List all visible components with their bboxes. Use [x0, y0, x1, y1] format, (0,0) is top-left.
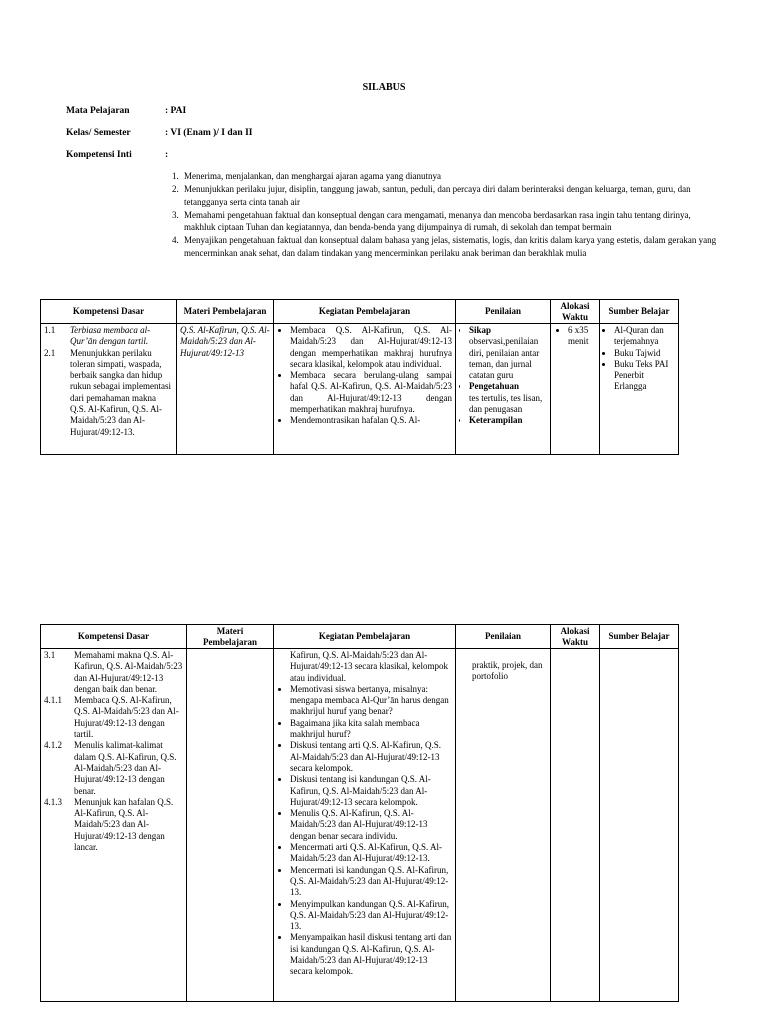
penilaian-cell	[456, 649, 551, 1002]
kegiatan-item: • Diskusi tentang arti Q.S. Al-Kafirun, Q.S. Al-Maidah/5:23 dan Al-Hujurat/49:12-13 secara kelompok.	[290, 740, 452, 774]
penilaian-item	[469, 415, 547, 426]
kegiatan-item: • Menyimpulkan kandungan Q.S. Al-Kafirun, Q.S. Al-Maidah/5:23 dan Al-Hujurat/49:12-13.	[290, 899, 452, 933]
materi-cell: Q.S. Al-Kafirun, Q.S. Al-Maidah/5:23 dan Al-Hujurat/49:12-13	[177, 324, 274, 455]
kegiatan-item: • Memotivasi siswa bertanya, misalnya: mengapa membaca Al-Qur’ān harus dengan makhrijul huruf yang benar?	[290, 684, 452, 718]
penilaian-head: Sikap	[469, 325, 492, 335]
kegiatan-continued: Kafirun, Q.S. Al-Maidah/5:23 dan Al-Hujurat/49:12-13 secara klasikal, kelompok atau individual.	[290, 650, 448, 683]
penilaian-head: Keterampilan	[469, 415, 523, 426]
kd-text: Terbiasa membaca al-Qur’ān dengan tartil.	[70, 325, 151, 347]
meta-label-kelas: Kelas/ Semester	[66, 128, 131, 138]
header-penilaian: Penilaian	[456, 300, 551, 324]
kd-text: Menulis kalimat-kalimat dalam Q.S. Al-Kafirun, Q.S. Al-Maidah/5:23 dan Al-Hujurat/49:12-13 dengan benar.	[74, 740, 177, 796]
kegiatan-item: • Mencermati isi kandungan Q.S. Al-Kafirun, Q.S. Al-Maidah/5:23 dan Al-Hujurat/49:12-13.	[290, 865, 452, 899]
kd-number: 1.1	[44, 325, 56, 335]
alokasi-value: • 6 x35 menit	[568, 325, 596, 348]
alokasi-cell	[551, 649, 600, 1002]
alokasi-cell	[551, 324, 600, 455]
kd-number: 2.1	[44, 347, 56, 358]
kd-text: Memahami makna Q.S. Al-Kafirun, Q.S. Al-Maidah/5:23 dan Al-Hujurat/49:12-13 dengan baik dan benar.	[74, 650, 183, 694]
kegiatan-item: • Diskusi tentang isi kandungan Q.S. Al-Kafirun, Q.S. Al-Maidah/5:23 dan Al-Hujurat/49:12-13 secara kelompok.	[290, 774, 452, 808]
kegiatan-item: • Mendemontrasikan hafalan Q.S. Al-	[290, 415, 452, 426]
meta-value-ki: :	[165, 150, 169, 160]
kd-cell	[41, 324, 177, 455]
materi-cell	[187, 649, 274, 1002]
penilaian-item	[469, 381, 547, 415]
meta-label-ki: Kompetensi Inti	[66, 150, 132, 160]
header-kegiatan: Kegiatan Pembelajaran	[274, 300, 456, 324]
ki-item: 2. Menunjukkan perilaku jujur, disiplin, tanggung jawab, santun, peduli, dan percaya diri dalam berinteraksi dengan keluarga, teman, guru, dan tetangganya serta cinta tanah air	[181, 183, 721, 208]
sumber-item: • Buku Tajwid	[614, 348, 675, 359]
kd-text: Membaca Q.S. Al-Kafirun, Q.S. Al-Maidah/5:23 dan Al-Hujurat/49:12-13 dengan tartil.	[74, 695, 179, 740]
header-sumber: Sumber Belajar	[600, 625, 679, 649]
kegiatan-item: • Bagaimana jika kita salah membaca makhrijul huruf?	[290, 718, 452, 741]
ki-item: 4. Menyajikan pengetahuan faktual dan konseptual dalam bahasa yang jelas, sistematis, logis, dan kritis dalam karya yang estetis, dalam gerakan yang mencerminkan anak sehat, dan dalam tindakan yang mencerminkan perilaku anak beriman dan berakhlak mulia	[181, 234, 721, 259]
kd-number: 4.1.2	[44, 740, 62, 751]
kd-item	[44, 695, 183, 740]
penilaian-body: tes tertulis, tes lisan, dan penugasan	[469, 392, 543, 415]
kd-text: Menunjukkan perilaku toleran simpati, waspada, berbaik sangka dan hidup rukun sebagai implementasi dari pemahaman makna Q.S. Al-Kafirun, Q.S. Al-Maidah/5:23 dan Al-Hujurat/49:12-13.	[70, 347, 171, 437]
kegiatan-item: • Menulis Q.S. Al-Kafirun, Q.S. Al-Maidah/5:23 dan Al-Hujurat/49:12-13 dengan benar secara individu.	[290, 808, 452, 842]
penilaian-cell	[456, 324, 551, 455]
header-alokasi: Alokasi Waktu	[551, 300, 600, 324]
kegiatan-item: • Membaca secara berulang-ulang sampai hafal Q.S. Al-Kafirun, Q.S. Al-Maidah/5:23 dan Al-Hujurat/49:12-13 dengan memperhatikan makhraj hurufnya.	[290, 370, 452, 415]
kegiatan-item: • Mencermati arti Q.S. Al-Kafirun, Q.S. Al-Maidah/5:23 dan Al-Hujurat/49:12-13.	[290, 842, 452, 865]
header-kompetensi-dasar: Kompetensi Dasar	[41, 300, 177, 324]
kd-text: Menunjuk kan hafalan Q.S. Al-Kafirun, Q.S. Al-Maidah/5:23 dan Al-Hujurat/49:12-13 dengan lancar.	[74, 796, 174, 853]
penilaian-item	[469, 325, 547, 381]
kompetensi-inti-list	[163, 170, 721, 260]
penilaian-body: observasi,penilaian diri, penilaian antar teman, dan jurnal catatan guru	[469, 336, 540, 381]
header-materi: Materi Pembelajaran	[187, 625, 274, 649]
kd-item	[44, 325, 173, 348]
kd-item	[44, 740, 183, 796]
kd-number: 4.1.1	[44, 695, 62, 706]
header-kegiatan: Kegiatan Pembelajaran	[274, 625, 456, 649]
header-kompetensi-dasar: Kompetensi Dasar	[41, 625, 187, 649]
ki-item: 3. Memahami pengetahuan faktual dan konseptual dengan cara mengamati, menanya dan mencoba berdasarkan rasa ingin tahu tentang dirinya, makhluk ciptaan Tuhan dan kegiatannya, dan benda-benda yang dijumpainya di rumah, di sekolah dan tempat bermain	[181, 209, 721, 234]
header-alokasi: Alokasi Waktu	[551, 625, 600, 649]
kd-item	[44, 797, 183, 853]
meta-value-mapel: : PAI	[165, 106, 187, 116]
header-materi: Materi Pembelajaran	[177, 300, 274, 324]
meta-label-mapel: Mata Pelajaran	[66, 106, 130, 116]
kd-number: 4.1.3	[44, 796, 62, 807]
sumber-item: • Buku Teks PAI Penerbit Erlangga	[614, 359, 675, 393]
kegiatan-cell	[274, 324, 456, 455]
kd-item	[44, 348, 173, 438]
ki-item: 1. Menerima, menjalankan, dan menghargai ajaran agama yang dianutnya	[181, 170, 721, 182]
penilaian-keterampilan: praktik, projek, dan portofolio	[472, 660, 543, 682]
document-title: SILABUS	[362, 82, 406, 93]
sumber-item: • Al-Quran dan terjemahnya	[614, 325, 675, 348]
penilaian-head: Pengetahuan	[469, 381, 520, 392]
kegiatan-item: • Membaca Q.S. Al-Kafirun, Q.S. Al-Maidah/5:23 dan Al-Hujurat/49:12-13 dengan memperhatikan makhraj hurufnya secara klasikal, kelompok atau individual.	[290, 325, 452, 370]
silabus-table-1	[40, 299, 679, 455]
kd-item	[44, 650, 183, 695]
kegiatan-cell	[274, 649, 456, 1002]
header-penilaian: Penilaian	[456, 625, 551, 649]
sumber-cell	[600, 649, 679, 1002]
meta-value-kelas: : VI (Enam )/ I dan II	[165, 128, 253, 138]
sumber-cell	[600, 324, 679, 455]
header-sumber: Sumber Belajar	[600, 300, 679, 324]
silabus-table-2	[40, 624, 679, 1002]
kd-cell	[41, 649, 187, 1002]
kegiatan-item: • Menyampaikan hasil diskusi tentang arti dan isi kandungan Q.S. Al-Kafirun, Q.S. Al-Maidah/5:23 dan Al-Hujurat/49:12-13 secara kelompok.	[290, 932, 452, 977]
kd-number: 3.1	[44, 650, 56, 660]
